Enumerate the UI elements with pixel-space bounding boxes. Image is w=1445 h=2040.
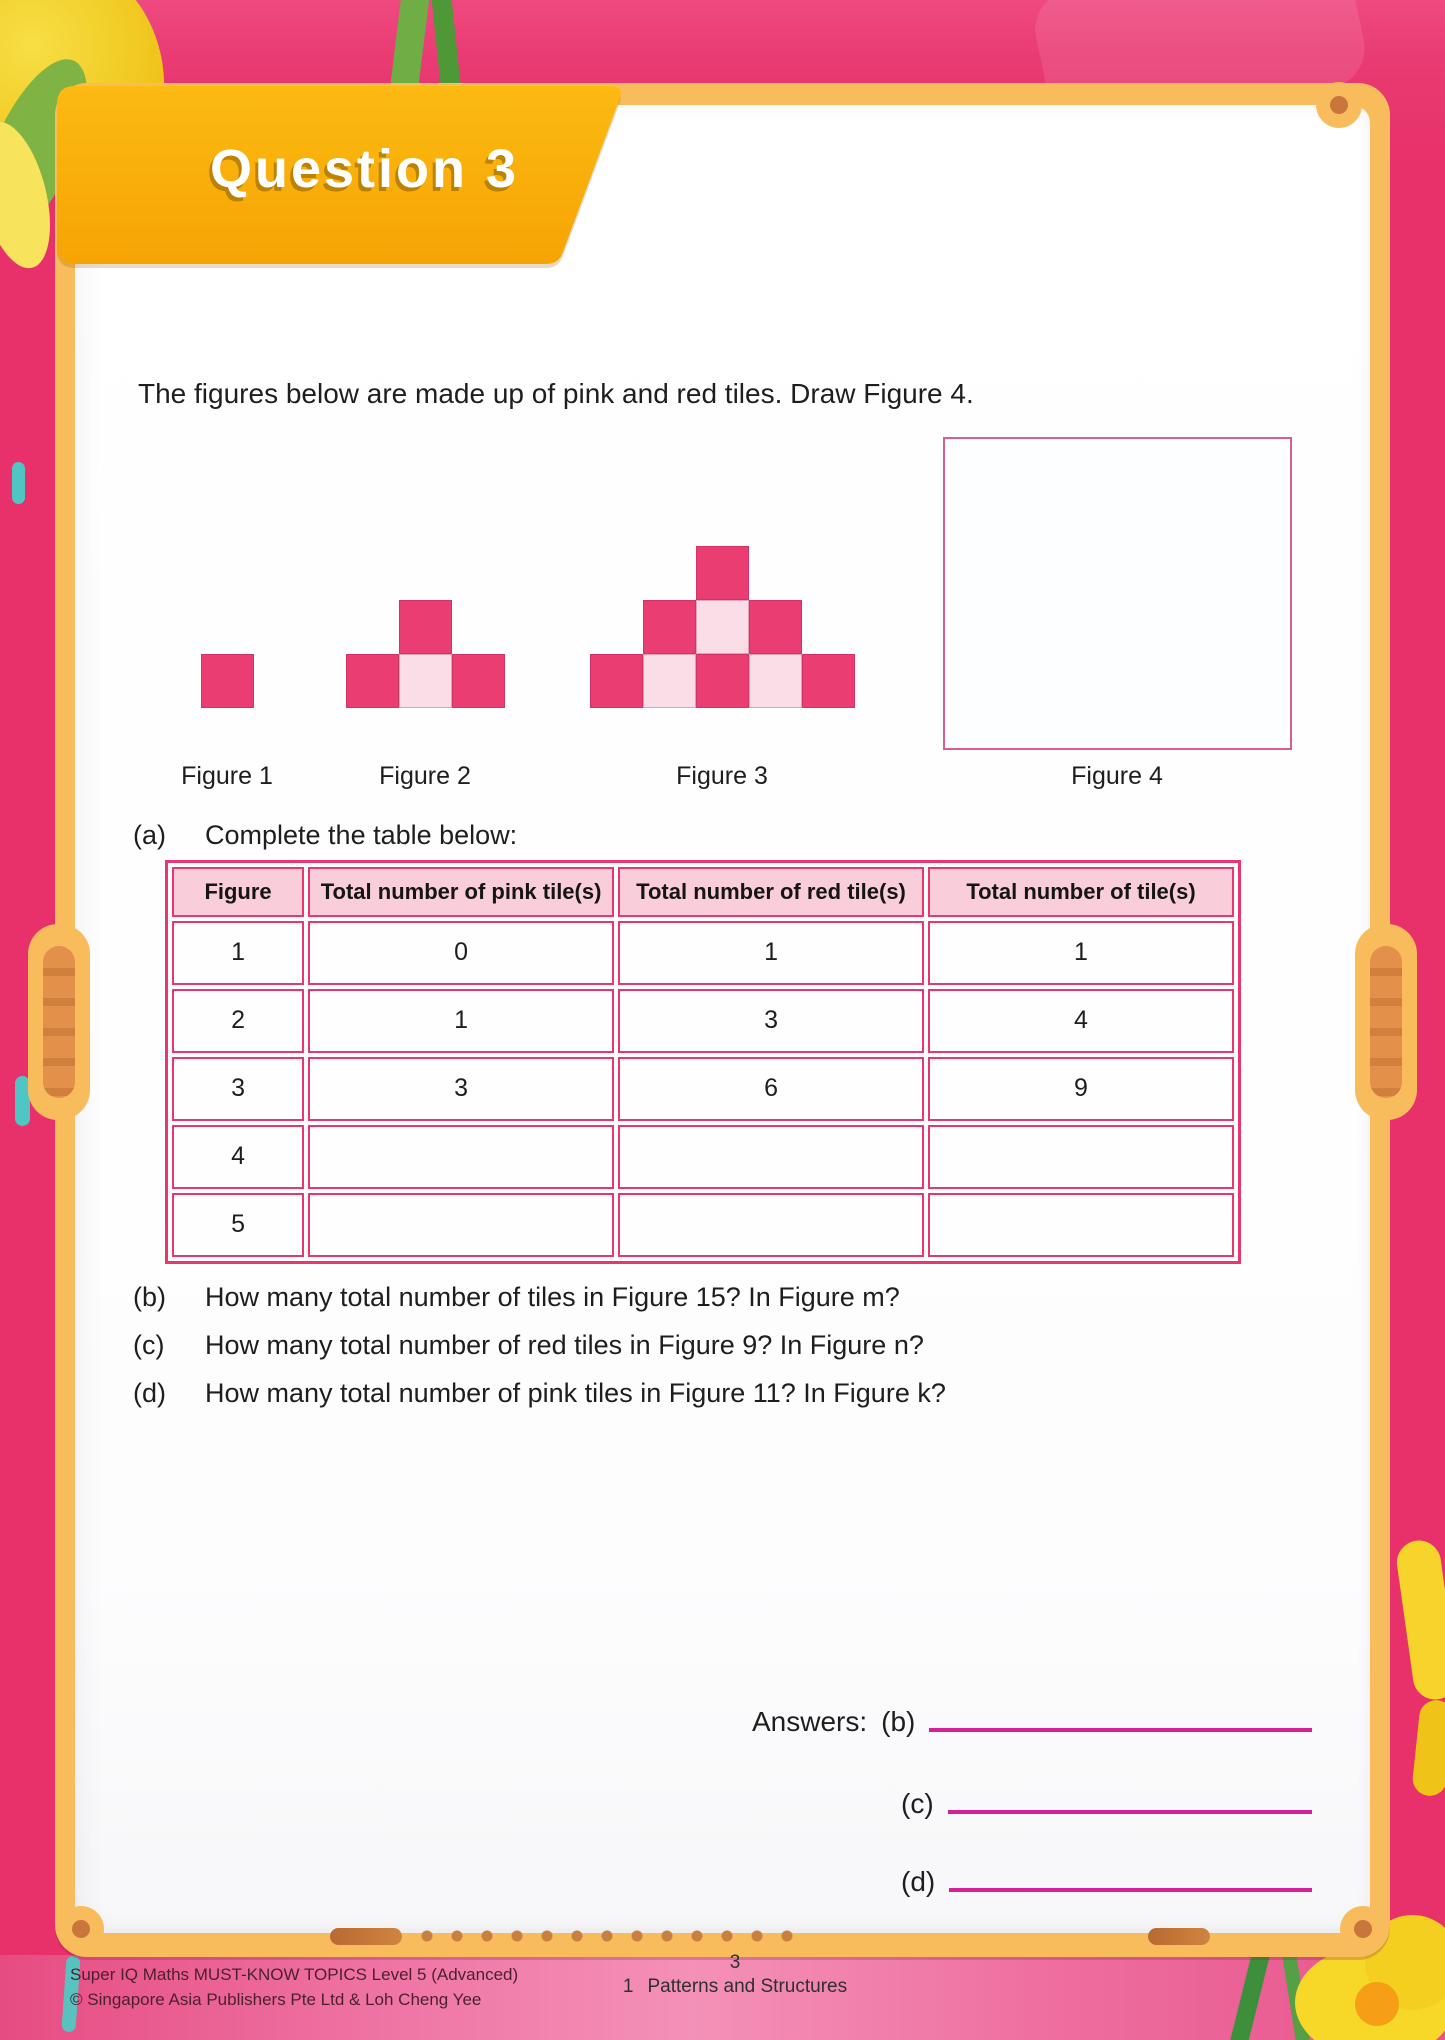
corner-dot <box>1354 1920 1372 1938</box>
frame-pill-ornament <box>330 1928 402 1945</box>
table-cell: 1 <box>928 921 1234 985</box>
pink-tile <box>399 654 452 708</box>
red-tile <box>643 600 696 654</box>
frame-pill-ornament <box>1148 1928 1210 1945</box>
table-cell: 1 <box>618 921 924 985</box>
question-title: Question 3 <box>209 139 520 199</box>
table-cell: 5 <box>172 1193 304 1257</box>
table-cell: 3 <box>172 1057 304 1121</box>
table-row <box>172 1125 1234 1189</box>
table-cell: 1 <box>172 921 304 985</box>
frame-dots-ornament <box>420 1928 800 1944</box>
table-row <box>172 1057 1234 1121</box>
red-tile <box>696 546 749 600</box>
table-cell: 3 <box>618 989 924 1053</box>
pattern-table-body <box>172 921 1234 1257</box>
red-tile <box>802 654 855 708</box>
table-header-cell: Figure <box>172 867 304 917</box>
answer-b-line[interactable] <box>929 1728 1312 1732</box>
raindrop-decoration <box>12 462 25 504</box>
figure-4-label: Figure 4 <box>1071 762 1163 790</box>
answer-d-line[interactable] <box>949 1888 1312 1892</box>
part-a-row <box>133 820 1233 851</box>
question-d-label: (d) <box>133 1378 166 1408</box>
pattern-table <box>165 860 1241 1264</box>
frame-side-grip <box>1355 924 1417 1120</box>
chapter-label <box>590 1976 880 1998</box>
table-cell-empty[interactable] <box>308 1193 614 1257</box>
answer-c-line[interactable] <box>948 1810 1312 1814</box>
answer-b-label: (b) <box>881 1706 916 1737</box>
grip-ridges <box>43 946 75 1098</box>
table-cell: 9 <box>928 1057 1234 1121</box>
table-header-cell: Total number of pink tile(s) <box>308 867 614 917</box>
intro-text: The figures below are made up of pink and red tiles. Draw Figure 4. <box>138 378 974 409</box>
red-tile <box>201 654 254 708</box>
footer-series-title: Super IQ Maths MUST-KNOW TOPICS Level 5 (Advanced) <box>70 1965 519 1984</box>
red-tile <box>399 600 452 654</box>
table-cell-empty[interactable] <box>308 1125 614 1189</box>
figure-3-label: Figure 3 <box>676 762 768 790</box>
pink-tile <box>643 654 696 708</box>
frame-side-grip <box>28 924 90 1120</box>
table-cell: 0 <box>308 921 614 985</box>
footer-copyright: © Singapore Asia Publishers Pte Ltd & Loh Cheng Yee <box>70 1990 482 2009</box>
tile-row <box>346 654 505 708</box>
question-d-row <box>133 1378 1283 1409</box>
pink-tile <box>696 600 749 654</box>
pink-tile <box>749 654 802 708</box>
question-d-text: How many total number of pink tiles in Figure 11? In Figure k? <box>205 1378 946 1408</box>
question-c-row <box>133 1330 1283 1361</box>
footer-publisher-block <box>70 1962 518 2012</box>
question-banner <box>57 86 642 264</box>
daffodil-center-decoration <box>1355 1982 1399 2026</box>
table-cell: 6 <box>618 1057 924 1121</box>
figure-2-label: Figure 2 <box>379 762 471 790</box>
petal-decoration <box>1394 1538 1445 1703</box>
table-cell-empty[interactable] <box>928 1193 1234 1257</box>
red-tile <box>749 600 802 654</box>
table-cell: 4 <box>172 1125 304 1189</box>
tile-row <box>399 600 452 654</box>
answer-b-row <box>752 1706 1312 1738</box>
figure-4-drawing-box[interactable] <box>943 437 1292 750</box>
corner-dot <box>1330 96 1348 114</box>
footer-page-block <box>590 1952 880 1998</box>
table-row <box>172 1193 1234 1257</box>
chapter-title: Patterns and Structures <box>647 1976 848 1997</box>
grip-ridges <box>1370 946 1402 1098</box>
question-b-row <box>133 1282 1283 1313</box>
red-tile <box>346 654 399 708</box>
tile-row <box>590 654 855 708</box>
frame-corner-ornament <box>1340 1906 1386 1952</box>
tile-row <box>643 600 802 654</box>
frame-corner-ornament <box>58 1906 104 1952</box>
table-cell: 3 <box>308 1057 614 1121</box>
chapter-number: 1 <box>622 1976 634 1997</box>
tile-row <box>696 546 749 600</box>
pattern-table-head <box>172 867 1234 917</box>
figure-1-label: Figure 1 <box>181 762 273 790</box>
question-b-label: (b) <box>133 1282 166 1312</box>
corner-dot <box>72 1920 90 1938</box>
table-cell: 4 <box>928 989 1234 1053</box>
table-header-cell: Total number of red tile(s) <box>618 867 924 917</box>
page-number: 3 <box>729 1952 741 1973</box>
figure-1-tiles <box>201 654 254 708</box>
table-cell-empty[interactable] <box>618 1193 924 1257</box>
table-cell-empty[interactable] <box>928 1125 1234 1189</box>
answer-d-row <box>901 1866 1312 1898</box>
question-c-label: (c) <box>133 1330 165 1360</box>
table-row <box>172 989 1234 1053</box>
question-c-text: How many total number of red tiles in Figure 9? In Figure n? <box>205 1330 924 1360</box>
red-tile <box>452 654 505 708</box>
question-b-text: How many total number of tiles in Figure 15? In Figure m? <box>205 1282 900 1312</box>
part-a-text: Complete the table below: <box>205 820 518 850</box>
table-row <box>172 921 1234 985</box>
petal-decoration <box>1411 1698 1445 1797</box>
red-tile <box>696 654 749 708</box>
table-cell-empty[interactable] <box>618 1125 924 1189</box>
tile-row <box>201 654 254 708</box>
table-cell: 1 <box>308 989 614 1053</box>
answer-c-row <box>901 1788 1312 1820</box>
table-cell: 2 <box>172 989 304 1053</box>
table-header-cell: Total number of tile(s) <box>928 867 1234 917</box>
table-header-row <box>172 867 1234 917</box>
answer-c-label: (c) <box>901 1788 934 1819</box>
figure-2-tiles <box>346 600 505 708</box>
frame-corner-ornament <box>1316 82 1362 128</box>
answers-label: Answers: <box>752 1706 868 1737</box>
part-a-label: (a) <box>133 820 166 850</box>
red-tile <box>590 654 643 708</box>
answer-d-label: (d) <box>901 1866 936 1897</box>
figure-3-tiles <box>590 546 855 708</box>
